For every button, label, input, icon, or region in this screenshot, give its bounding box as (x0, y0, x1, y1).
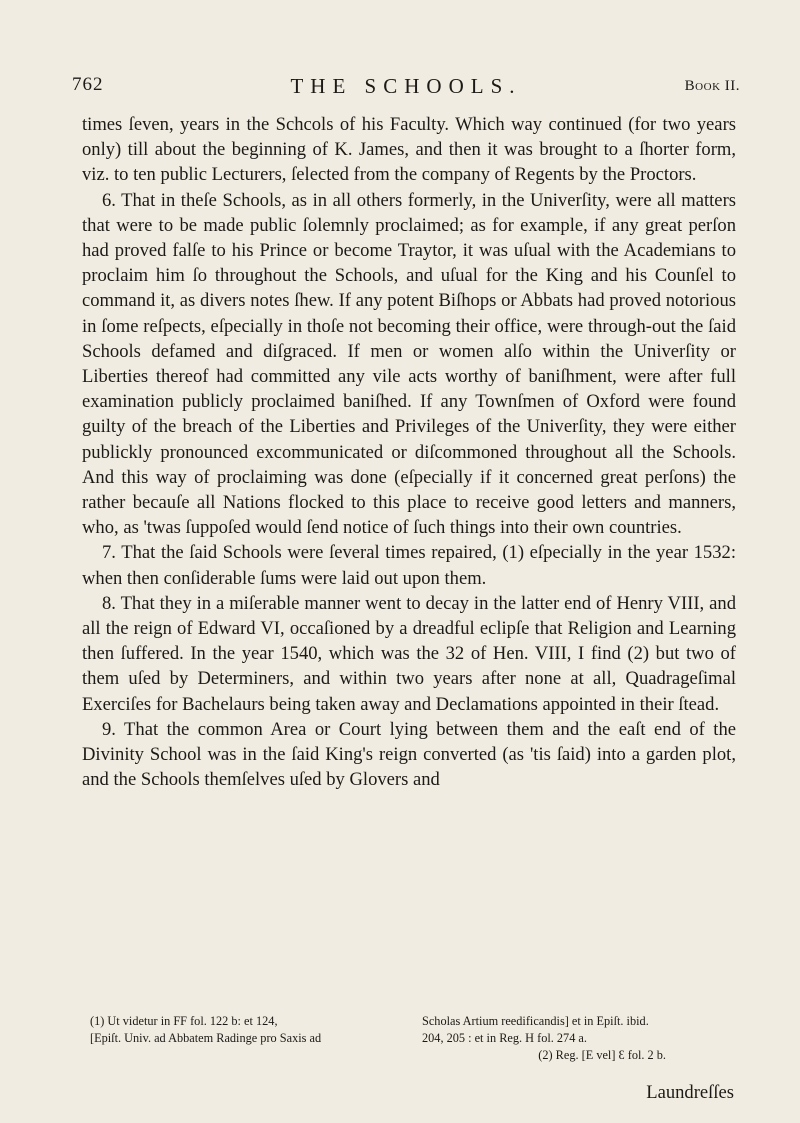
paragraph-9: 9. That the common Area or Court lying between them and the eaſt end of the Divinity School was in the ſaid King's reign converted (as 'tis ſaid) into a garden plot, and the Schools themſelves uſed by Glovers and (82, 718, 736, 791)
running-head (72, 74, 740, 102)
footnote-2: (2) Reg. [E vel] Ɛ fol. 2 b. (538, 1048, 666, 1062)
footnote-line: Scholas Artium reedificandis] et in Epiſt. ibid. (422, 1014, 649, 1028)
body-text (82, 112, 736, 792)
footnote-left-column (90, 1013, 412, 1047)
footnote-line: [Epiſt. Univ. ad Abbatem Radinge pro Saxis ad (90, 1031, 322, 1045)
footnote-right-column (422, 1013, 736, 1047)
paragraph-6: 6. That in theſe Schools, as in all others formerly, in the Univerſity, were all matters that were to be made public ſolemnly proclaimed; as for example, if any great perſon had proved falſe to his Prince or become Traytor, it was uſual with the Academians to proclaim him ſo throughout the Schools, and uſual for the King and his Counſel to command it, as divers notes ſhew. If any potent Biſhops or Abbats had proved notorious in ſome reſpects, eſpecially in thoſe not becoming their office, were through-out the ſaid Schools defamed and diſgraced. If men or women alſo within the Univerſity or Liberties thereof had committed any vile acts worthy of baniſhment, were after full examination publicly proclaimed baniſhed. If any Townſmen of Oxford were found guilty of the breach of the Liberties and Privileges of the Univerſity, they were either publickly pronounced excommunicated or diſcommoned throughout all the Schools. And this way of proclaiming was done (eſpecially if it concerned great perſons) the rather becauſe all Nations flocked to this place to receive good letters and manners, who, as 'twas ſuppoſed would ſend notice of ſuch things into their own countries. (82, 189, 736, 539)
catchword: Laundreſſes (646, 1082, 734, 1103)
footnotes (90, 1013, 736, 1064)
footnote-columns (90, 1013, 736, 1047)
running-title: THE SCHOOLS. (290, 74, 522, 98)
paragraph-8: 8. That they in a miſerable manner went to decay in the latter end of Henry VIII, and all the reign of Edward VI, occaſioned by a dreadful eclipſe that Religion and Learning then ſuffered. In the year 1540, which was the 32 of Hen. VIII, I find (2) but two of them uſed by Determiners, and within two years after none at all, Quadrageſimal Exerciſes for Bachelaurs being taken away and Declamations appointed in their ſtead. (82, 592, 736, 715)
paragraph-7: 7. That the ſaid Schools were ſeveral times repaired, (1) eſpecially in the year 1532: when then conſiderable ſums were laid out upon them. (82, 542, 736, 589)
page-number: 762 (72, 74, 104, 95)
footnote-line: (1) Ut videtur in FF fol. 122 b: et 124, (90, 1014, 278, 1028)
footnote-line: 204, 205 : et in Reg. H fol. 274 a. (422, 1031, 587, 1045)
paragraph-continuation: times ſeven, years in the Schcols of his Faculty. Which way continued (for two years only) till about the beginning of K. James, and then it was brought to a ſhorter form, viz. to ten public Lecturers, ſelected from the company of Regents by the Proctors. (82, 114, 736, 186)
book-label: Book II. (684, 78, 740, 94)
